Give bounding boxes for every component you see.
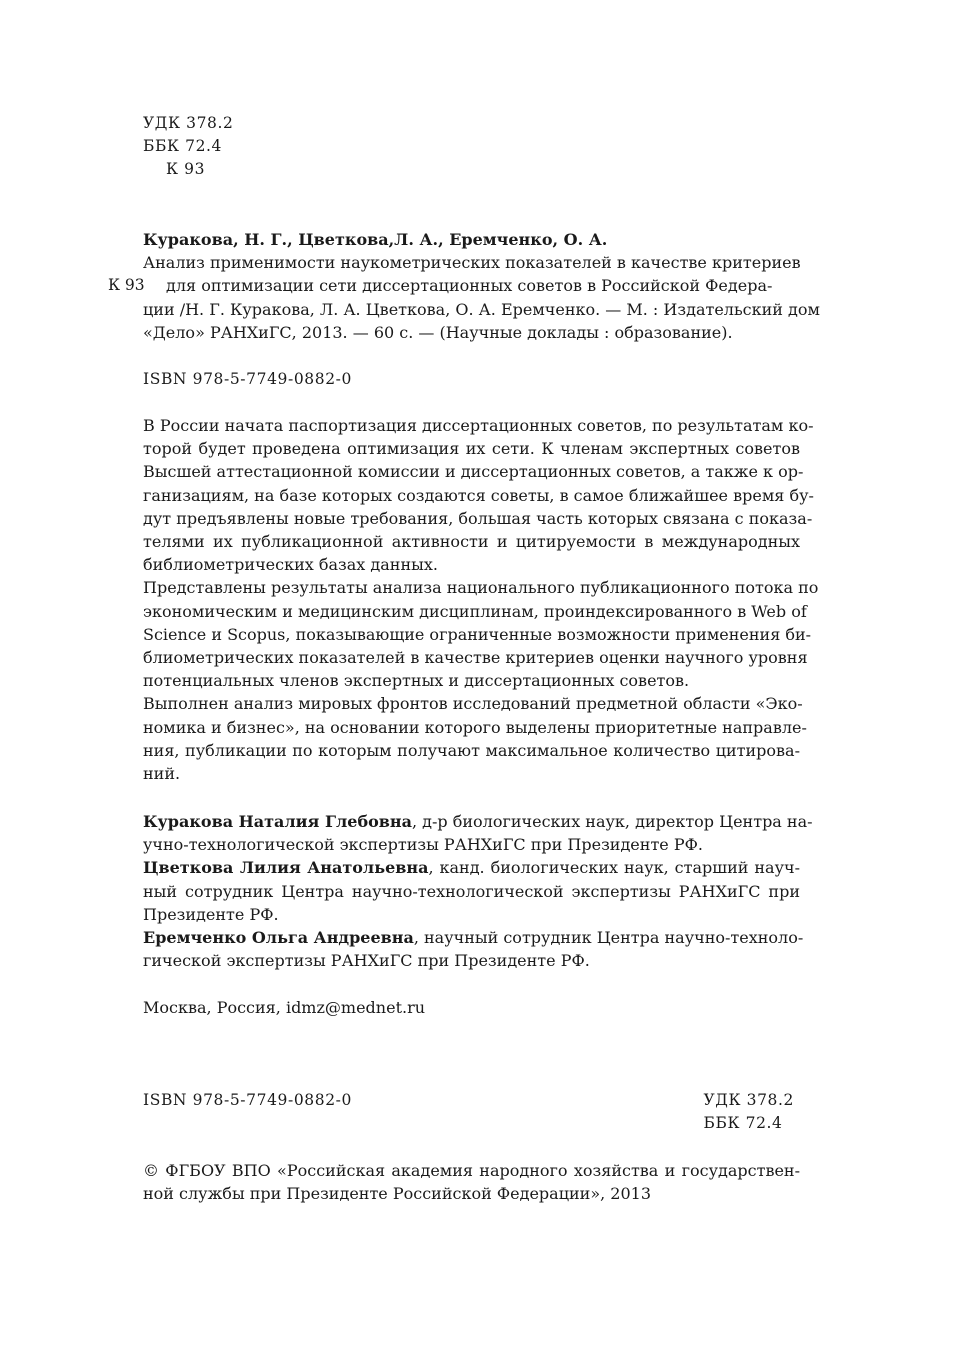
footer-udk: УДК 378.2 bbox=[703, 1091, 794, 1109]
author-entry-line: учно-технологической экспертизы РАНХиГС при Президенте РФ. bbox=[143, 835, 703, 855]
abstract-line: ганизациям, на базе которых создаются советы, в самое ближайшее время бу- bbox=[143, 485, 814, 505]
udk-code: УДК 378.2 bbox=[143, 114, 234, 132]
author-info bbox=[143, 810, 813, 972]
abstract-line: ний. bbox=[143, 764, 181, 784]
isbn-footer: ISBN 978-5-7749-0882-0 bbox=[143, 1091, 352, 1109]
author-entry-line: Куракова Наталия Глебовна, д-р биологических наук, директор Центра на- bbox=[143, 812, 813, 831]
footer-codes bbox=[704, 1089, 795, 1135]
author-entry-line: гической экспертизы РАНХиГС при Президенте РФ. bbox=[143, 951, 590, 971]
abstract-line: торой будет проведена оптимизация их сети. К членам экспертных советов bbox=[143, 439, 800, 459]
record-line: ции /Н. Г. Куракова, Л. А. Цветкова, О. А. Еремченко. — М. : Издательский дом bbox=[143, 299, 820, 319]
abstract-line: Science и Scopus, показывающие ограниченные возможности применения би- bbox=[143, 624, 812, 644]
author-entry-line: Цветкова Лилия Анатольевна, канд. биологических наук, старший науч- bbox=[143, 858, 800, 878]
abstract-line: дут предъявлены новые требования, большая часть которых связана с показа- bbox=[143, 508, 813, 528]
author-entry-line: Президенте РФ. bbox=[143, 904, 279, 924]
abstract-line: Выполнен анализ мировых фронтов исследований предметной области «Эко- bbox=[143, 694, 803, 714]
record-line: Анализ применимости наукометрических показателей в качестве критериев bbox=[143, 253, 801, 273]
author-entry-line: Еремченко Ольга Андреевна, научный сотрудник Центра научно-техноло- bbox=[143, 928, 804, 948]
abstract-line: Представлены результаты анализа национального публикационного потока по bbox=[143, 578, 819, 598]
bbk-code: ББК 72.4 bbox=[143, 137, 223, 156]
isbn-top: ISBN 978-5-7749-0882-0 bbox=[143, 370, 352, 388]
author-entry-line: ный сотрудник Центра научно-технологической экспертизы РАНХиГС при bbox=[143, 881, 800, 901]
copyright-line: © ФГБОУ ВПО «Российская академия народного хозяйства и государствен- bbox=[143, 1161, 800, 1180]
abstract-line: экономическим и медицинским дисциплинам, проиндексированного в Web of bbox=[143, 601, 807, 621]
author-sign: К 93 bbox=[166, 160, 206, 179]
abstract-line: потенциальных членов экспертных и диссертационных советов. bbox=[143, 671, 690, 691]
abstract-line: телями их публикационной активности и цитируемости в международных bbox=[143, 532, 800, 552]
footer-bbk: ББК 72.4 bbox=[703, 1114, 783, 1133]
abstract bbox=[143, 414, 819, 785]
abstract-line: ния, публикации по которым получают максимальное количество цитирова- bbox=[143, 740, 800, 760]
abstract-line: номика и бизнес», на основании которого выделены приоритетные направле- bbox=[143, 717, 807, 737]
record-line: для оптимизации сети диссертационных советов в Российской Федера- bbox=[166, 276, 773, 296]
copyright-line: ной службы при Президенте Российской Федерации», 2013 bbox=[143, 1184, 651, 1204]
abstract-line: В России начата паспортизация диссертационных советов, по результатам ко- bbox=[143, 416, 814, 435]
authors-heading: Куракова, Н. Г., Цветкова,Л. А., Еремченко, О. А. bbox=[143, 230, 608, 249]
classification-block bbox=[143, 112, 234, 182]
abstract-line: Высшей аттестационной комиссии и диссертационных советов, а также к ор- bbox=[143, 462, 804, 482]
bibliographic-record bbox=[143, 228, 820, 344]
abstract-line: библиометрических базах данных. bbox=[143, 555, 438, 575]
contact-line: Москва, Россия, idmz@mednet.ru bbox=[143, 998, 426, 1017]
margin-author-sign: К 93 bbox=[108, 276, 145, 294]
abstract-line: блиометрических показателей в качестве критериев оценки научного уровня bbox=[143, 648, 808, 668]
record-line: «Дело» РАНХиГС, 2013. — 60 с. — (Научные доклады : образование). bbox=[143, 322, 733, 342]
copyright bbox=[143, 1159, 800, 1205]
